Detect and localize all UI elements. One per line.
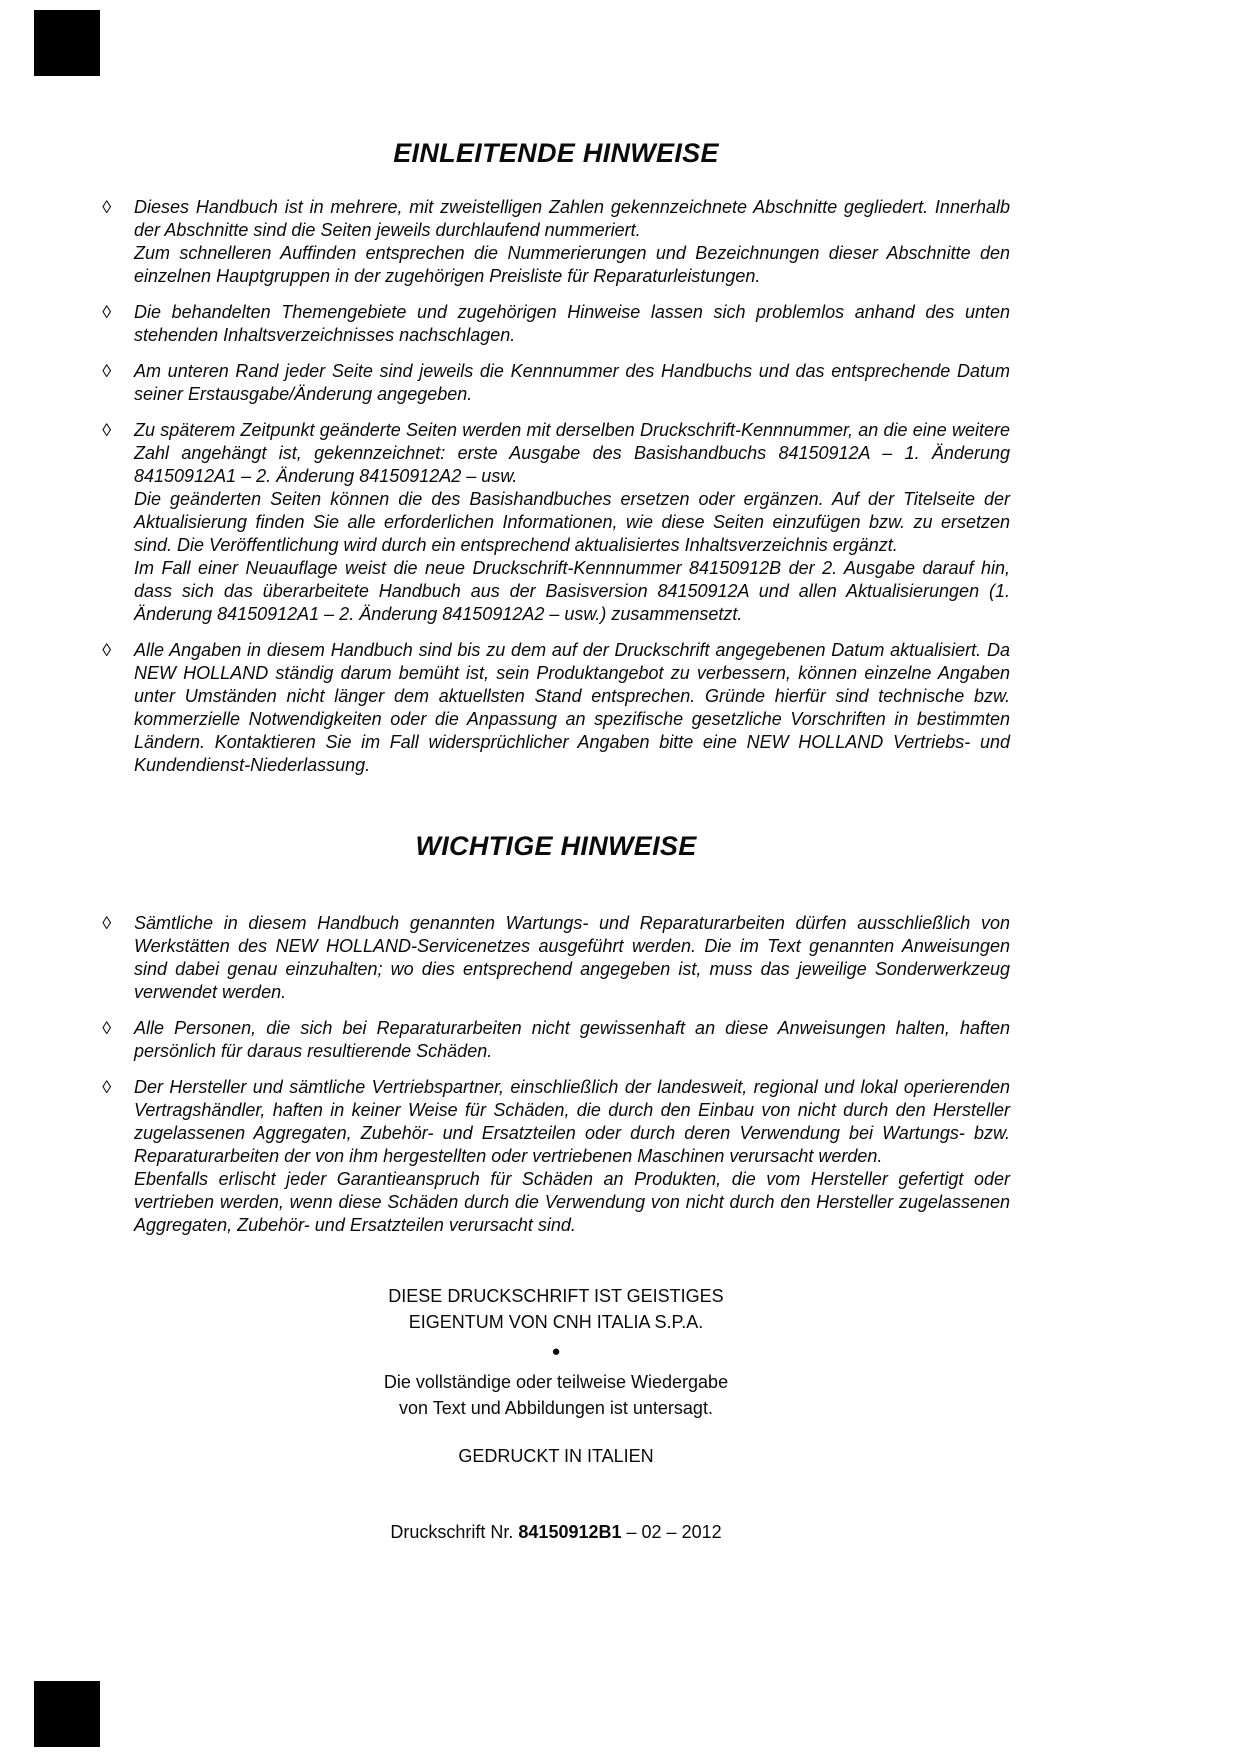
bullet-item	[102, 1017, 1010, 1063]
reproduction-line: von Text und Abbildungen ist untersagt.	[399, 1398, 713, 1418]
bullet-item	[102, 301, 1010, 347]
bullet-item	[102, 639, 1010, 777]
doc-number-date: – 02 – 2012	[621, 1522, 722, 1542]
bullet-paragraph: Zu späterem Zeitpunkt geänderte Seiten werden mit derselben Druckschrift-Kennnummer, an die eine weitere Zahl angehängt ist, gekennzeichnet: erste Ausgabe des Basishandbuchs 84150912A – 1. Änderung 84150912A1 – 2. Änderung 84150912A2 – usw.	[134, 420, 1010, 486]
doc-number-line	[102, 1519, 1010, 1545]
diamond-bullet-icon: ◊	[102, 197, 111, 217]
bullet-text	[134, 419, 1010, 626]
bullet-paragraph: Im Fall einer Neuauflage weist die neue Druckschrift-Kennnummer 84150912B der 2. Ausgabe darauf hin, dass sich das überarbeitete Handbuch aus der Basisversion 84150912A und allen Aktualisierungen (1. Änderung 84150912A1 – 2. Änderung 84150912A2 – usw.) zusammensetzt.	[134, 558, 1010, 624]
registration-mark-top-left	[34, 10, 100, 76]
bullet-paragraph: Sämtliche in diesem Handbuch genannten Wartungs- und Reparaturarbeiten dürfen ausschließlich von Werkstätten des NEW HOLLAND-Servicenetzes ausgeführt werden. Die im Text genannten Anweisungen sind dabei genau einzuhalten; wo dies entsprechend angegeben ist, muss das jeweilige Sonderwerkzeug verwendet werden.	[134, 913, 1010, 1002]
doc-number: 84150912B1	[518, 1522, 622, 1542]
intro-section-title: EINLEITENDE HINWEISE	[393, 138, 719, 168]
bullet-paragraph: Die behandelten Themengebiete und zugehörigen Hinweise lassen sich problemlos anhand des unten stehenden Inhaltsverzeichnisses nachschlagen.	[134, 302, 1010, 345]
reproduction-line: Die vollständige oder teilweise Wiedergabe	[383, 1372, 729, 1392]
important-bullet-list	[102, 912, 1010, 1237]
bullet-paragraph: Alle Angaben in diesem Handbuch sind bis zu dem auf der Druckschrift angegebenen Datum aktualisiert. Da NEW HOLLAND ständig darum bemüht ist, sein Produktangebot zu verbessern, können einzelne Angaben unter Umständen nicht länger dem aktuellsten Stand entsprechen. Gründe hierfür sind technische bzw. kommerzielle Notwendigkeiten oder die Anpassung an spezifische gesetzliche Vorschriften in bestimmten Ländern. Kontaktieren Sie im Fall widersprüchlicher Angaben bitte eine NEW HOLLAND Vertriebs- und Kundendienst-Niederlassung.	[134, 640, 1010, 775]
bullet-item	[102, 196, 1010, 288]
diamond-bullet-icon: ◊	[102, 420, 111, 440]
bullet-paragraph: Zum schnelleren Auffinden entsprechen die Nummerierungen und Bezeichnungen dieser Abschnitte den einzelnen Hauptgruppen in der zugehörigen Preisliste für Reparaturleistungen.	[134, 243, 1010, 286]
bullet-paragraph: Der Hersteller und sämtliche Vertriebspartner, einschließlich der landesweit, regional und lokal operierenden Vertragshändler, haften in keiner Weise für Schäden, die durch den Einbau von nicht durch den Hersteller zugelassenen Aggregaten, Zubehör- und Ersatzteilen oder durch deren Verwendung bei Wartungs- bzw. Reparaturarbeiten der von ihm hergestellten oder vertriebenen Maschinen verursacht werden.	[134, 1077, 1010, 1166]
bullet-text	[134, 196, 1010, 288]
bullet-text	[134, 1076, 1010, 1237]
printed-in-line: GEDRUCKT IN ITALIEN	[458, 1446, 654, 1466]
diamond-bullet-icon: ◊	[102, 302, 111, 322]
doc-number-prefix: Druckschrift Nr.	[390, 1522, 519, 1542]
bullet-paragraph: Am unteren Rand jeder Seite sind jeweils die Kennnummer des Handbuchs und das entsprechende Datum seiner Erstausgabe/Änderung angegeben.	[134, 361, 1010, 404]
bullet-item	[102, 912, 1010, 1004]
bullet-item	[102, 419, 1010, 626]
copyright-line: EIGENTUM VON CNH ITALIA S.P.A.	[408, 1312, 704, 1332]
bullet-text	[134, 639, 1010, 777]
bullet-text	[134, 1017, 1010, 1063]
diamond-bullet-icon: ◊	[102, 1018, 111, 1038]
page-content	[102, 138, 1010, 1545]
bullet-item	[102, 360, 1010, 406]
diamond-bullet-icon: ◊	[102, 913, 111, 933]
important-section-title: WICHTIGE HINWEISE	[415, 831, 697, 861]
bullet-paragraph: Ebenfalls erlischt jeder Garantieanspruch für Schäden an Produkten, die vom Hersteller gefertigt oder vertrieben werden, wenn diese Schäden durch die Verwendung von nicht durch den Hersteller zugelassenen Aggregaten, Zubehör- und Ersatzteilen verursacht sind.	[134, 1169, 1010, 1235]
bullet-text	[134, 301, 1010, 347]
diamond-bullet-icon: ◊	[102, 361, 111, 381]
bullet-paragraph: Alle Personen, die sich bei Reparaturarbeiten nicht gewissenhaft an diese Anweisungen halten, haften persönlich für daraus resultierende Schäden.	[134, 1018, 1010, 1061]
bullet-paragraph: Die geänderten Seiten können die des Basishandbuches ersetzen oder ergänzen. Auf der Titelseite der Aktualisierung finden Sie alle erforderlichen Informationen, wie diese Seiten einzufügen bzw. zu ersetzen sind. Die Veröffentlichung wird durch ein entsprechend aktualisiertes Inhaltsverzeichnis ergänzt.	[134, 489, 1010, 555]
intro-bullet-list	[102, 196, 1010, 777]
diamond-bullet-icon: ◊	[102, 1077, 111, 1097]
bullet-paragraph: Dieses Handbuch ist in mehrere, mit zweistelligen Zahlen gekennzeichnete Abschnitte gegliedert. Innerhalb der Abschnitte sind die Seiten jeweils durchlaufend nummeriert.	[134, 197, 1010, 240]
copyright-line: DIESE DRUCKSCHRIFT IST GEISTIGES	[388, 1286, 724, 1306]
page-footer	[102, 1283, 1010, 1545]
separator-dot-icon: ●	[551, 1343, 561, 1360]
bullet-text	[134, 912, 1010, 1004]
bullet-text	[134, 360, 1010, 406]
registration-mark-bottom-left	[34, 1681, 100, 1747]
bullet-item	[102, 1076, 1010, 1237]
diamond-bullet-icon: ◊	[102, 640, 111, 660]
